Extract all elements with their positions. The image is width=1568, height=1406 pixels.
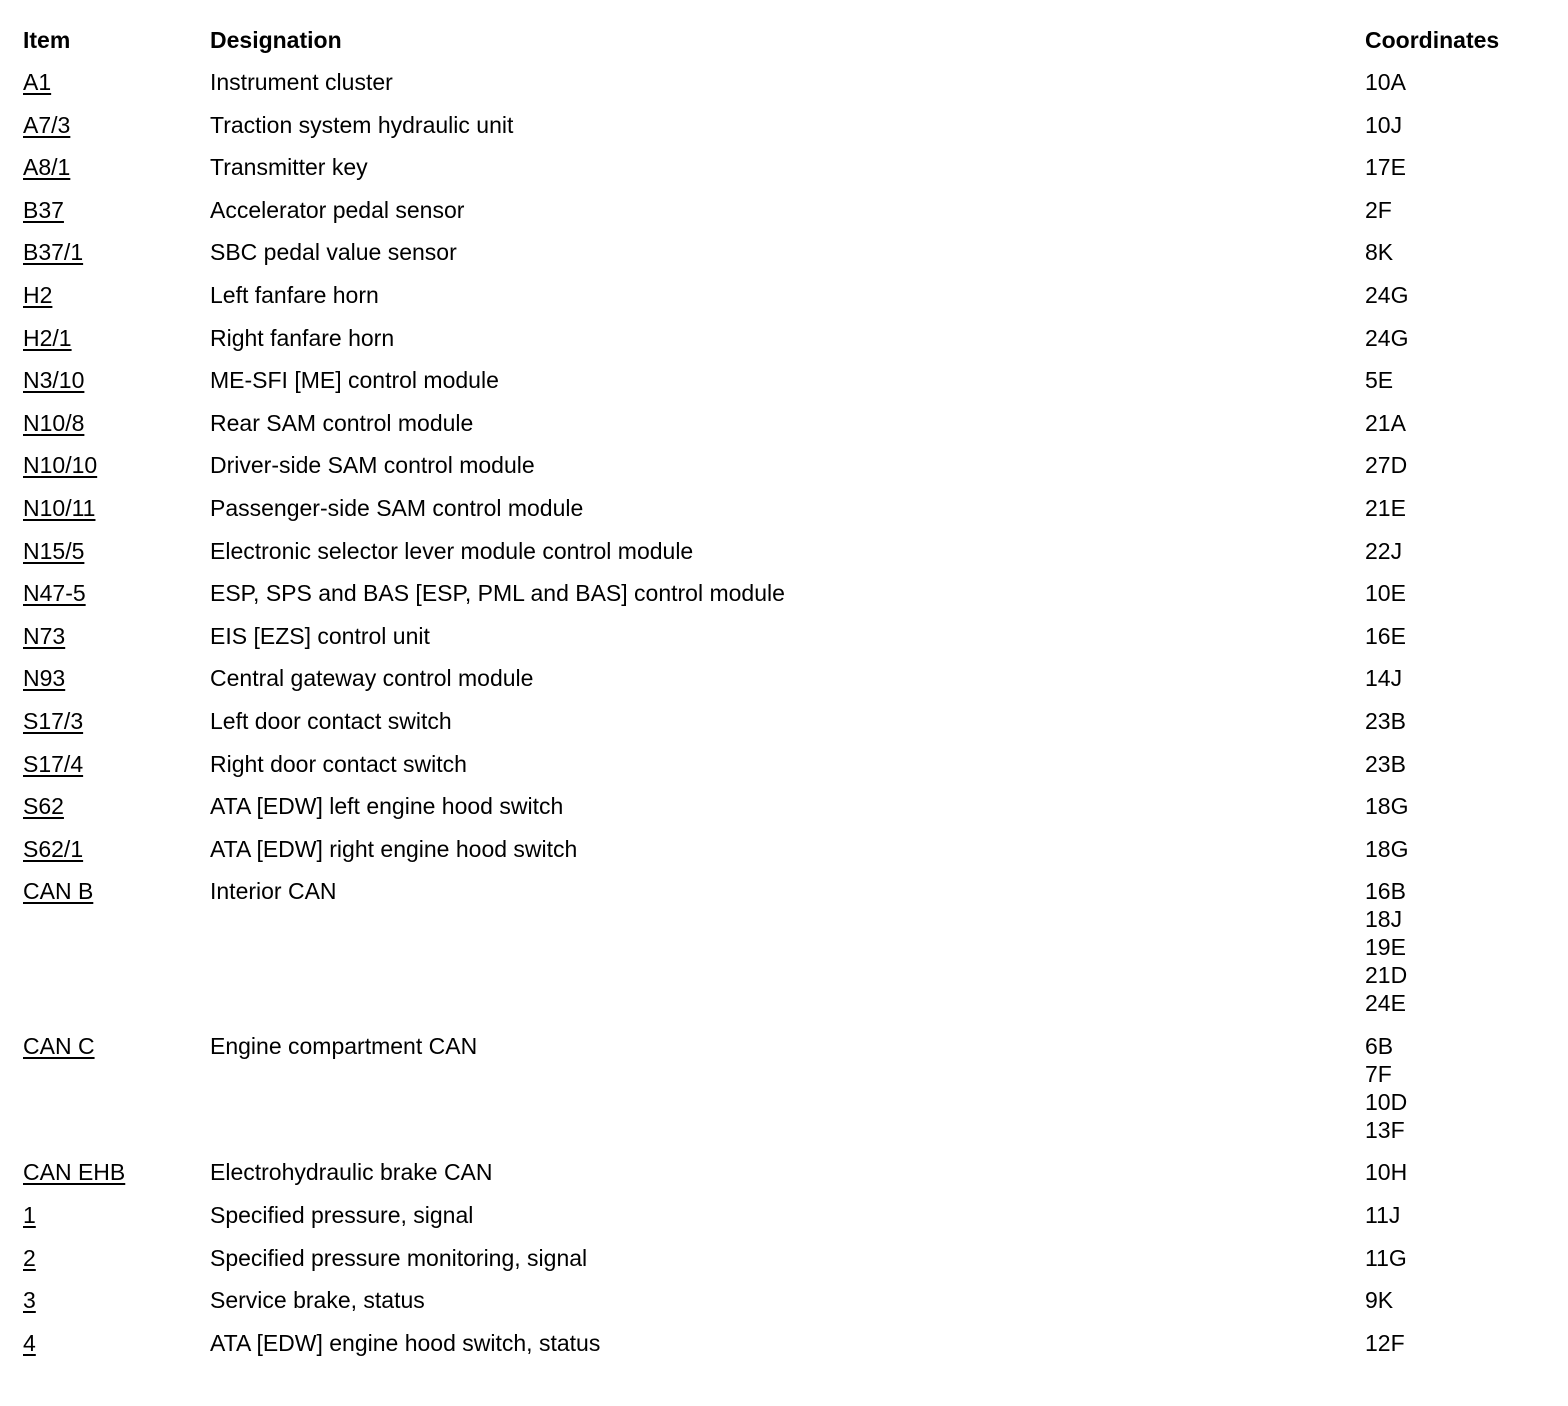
designation-cell: Left fanfare horn xyxy=(210,281,379,308)
item-link[interactable]: S62 xyxy=(23,793,64,820)
table-row xyxy=(23,622,1543,665)
table-row xyxy=(23,324,1543,367)
coordinates-cell xyxy=(1365,238,1543,281)
designation-column-header: Designation xyxy=(210,27,342,53)
designation-cell: Accelerator pedal sensor xyxy=(210,196,465,223)
coordinates-cell xyxy=(1365,750,1543,793)
coordinate-value: 10A xyxy=(1365,69,1406,95)
designation-cell: Instrument cluster xyxy=(210,69,393,95)
item-cell xyxy=(23,579,210,622)
item-link[interactable]: H2 xyxy=(23,281,53,308)
coordinate-value: 14J xyxy=(1365,665,1403,692)
coordinates-cell xyxy=(1365,877,1543,1032)
table-row xyxy=(23,792,1543,835)
table-row xyxy=(23,366,1543,409)
table-row xyxy=(23,238,1543,281)
item-cell xyxy=(23,1244,210,1287)
item-cell xyxy=(23,750,210,793)
table-row xyxy=(23,1201,1543,1244)
item-link[interactable]: H2/1 xyxy=(23,324,72,351)
item-link[interactable]: S17/4 xyxy=(23,750,84,777)
designation-cell: Left door contact switch xyxy=(210,707,452,734)
coordinates-cell xyxy=(1365,835,1543,878)
coordinate-value: 18G xyxy=(1365,793,1409,820)
table-row xyxy=(23,1329,1543,1372)
item-cell xyxy=(23,664,210,707)
item-link[interactable]: N10/8 xyxy=(23,409,85,436)
coordinate-value: 12F xyxy=(1365,1329,1405,1356)
item-cell xyxy=(23,1032,210,1159)
item-link[interactable]: B37 xyxy=(23,196,64,223)
coordinate-value: 24G xyxy=(1365,324,1409,351)
item-cell xyxy=(23,835,210,878)
coordinates-cell xyxy=(1365,707,1543,750)
designation-cell: Central gateway control module xyxy=(210,665,534,692)
coordinate-value: 13F xyxy=(1365,1116,1405,1143)
designation-cell: Electrohydraulic brake CAN xyxy=(210,1159,493,1186)
designation-cell: ATA [EDW] engine hood switch, status xyxy=(210,1329,601,1356)
item-cell xyxy=(23,1286,210,1329)
item-cell xyxy=(23,281,210,324)
item-link[interactable]: N47-5 xyxy=(23,580,86,607)
table-row xyxy=(23,537,1543,580)
table-row xyxy=(23,451,1543,494)
designation-cell: Specified pressure, signal xyxy=(210,1202,474,1229)
coordinates-cell xyxy=(1365,1032,1543,1159)
item-link[interactable]: N10/10 xyxy=(23,452,98,479)
item-cell xyxy=(23,366,210,409)
designation-cell: Rear SAM control module xyxy=(210,409,474,436)
coordinate-value: 23B xyxy=(1365,707,1406,734)
item-link[interactable]: N10/11 xyxy=(23,494,96,521)
coordinate-value: 19E xyxy=(1365,934,1406,961)
coordinates-cell xyxy=(1365,664,1543,707)
coordinate-value: 23B xyxy=(1365,750,1406,777)
coordinate-value: 16E xyxy=(1365,622,1406,649)
item-link[interactable]: N93 xyxy=(23,665,66,692)
item-link[interactable]: CAN B xyxy=(23,878,94,905)
item-link[interactable]: 3 xyxy=(23,1287,36,1314)
item-cell xyxy=(23,409,210,452)
item-cell xyxy=(23,1329,210,1372)
table-row xyxy=(23,877,1543,1032)
item-cell xyxy=(23,153,210,196)
coordinates-cell xyxy=(1365,622,1543,665)
coordinate-value: 8K xyxy=(1365,239,1394,266)
item-link[interactable]: B37/1 xyxy=(23,239,84,266)
coordinates-cell xyxy=(1365,494,1543,537)
coordinates-cell xyxy=(1365,1201,1543,1244)
table-row xyxy=(23,835,1543,878)
designation-cell: SBC pedal value sensor xyxy=(210,239,457,266)
designation-cell: Right door contact switch xyxy=(210,750,467,777)
designation-cell: ATA [EDW] left engine hood switch xyxy=(210,793,564,820)
coordinate-value: 18J xyxy=(1365,906,1403,933)
table-body xyxy=(23,68,1543,1371)
table-row xyxy=(23,409,1543,452)
coordinates-cell xyxy=(1365,111,1543,154)
item-link[interactable]: S17/3 xyxy=(23,707,84,734)
item-cell xyxy=(23,1201,210,1244)
table-row xyxy=(23,664,1543,707)
coordinates-cell xyxy=(1365,1158,1543,1201)
coordinate-value: 10D xyxy=(1365,1088,1408,1115)
coordinate-value: 22J xyxy=(1365,537,1403,564)
designation-cell: ATA [EDW] right engine hood switch xyxy=(210,835,578,862)
item-cell xyxy=(23,877,210,1032)
item-link[interactable]: 1 xyxy=(23,1202,36,1229)
item-cell xyxy=(23,196,210,239)
coordinate-value: 6B xyxy=(1365,1032,1394,1059)
coordinates-cell xyxy=(1365,1286,1543,1329)
item-link[interactable]: A7/3 xyxy=(23,111,71,138)
designation-cell: Right fanfare horn xyxy=(210,324,395,351)
item-cell xyxy=(23,451,210,494)
designation-cell: ME-SFI [ME] control module xyxy=(210,367,499,394)
item-cell xyxy=(23,792,210,835)
item-link[interactable]: N73 xyxy=(23,622,66,649)
table-row xyxy=(23,1032,1543,1159)
item-link[interactable]: A1 xyxy=(23,69,52,95)
item-cell xyxy=(23,111,210,154)
designation-cell: Passenger-side SAM control module xyxy=(210,494,584,521)
coordinate-value: 21D xyxy=(1365,962,1408,989)
item-cell xyxy=(23,68,210,111)
coordinate-value: 21E xyxy=(1365,494,1406,521)
coordinate-value: 27D xyxy=(1365,452,1408,479)
coordinate-value: 7F xyxy=(1365,1060,1392,1087)
coordinates-cell xyxy=(1365,451,1543,494)
coordinates-cell xyxy=(1365,537,1543,580)
coordinate-value: 10J xyxy=(1365,111,1403,138)
coordinates-cell xyxy=(1365,281,1543,324)
item-link[interactable]: S62/1 xyxy=(23,835,84,862)
coordinate-value: 2F xyxy=(1365,196,1392,223)
item-cell xyxy=(23,1158,210,1201)
designation-cell: Service brake, status xyxy=(210,1287,425,1314)
item-cell xyxy=(23,622,210,665)
item-link[interactable]: A8/1 xyxy=(23,154,71,181)
item-link[interactable]: N3/10 xyxy=(23,367,85,394)
coordinates-cell xyxy=(1365,68,1543,111)
table-row xyxy=(23,1286,1543,1329)
table-row xyxy=(23,579,1543,622)
item-cell xyxy=(23,537,210,580)
designation-cell: Specified pressure monitoring, signal xyxy=(210,1244,588,1271)
designation-cell: Electronic selector lever module control module xyxy=(210,537,694,564)
table-row xyxy=(23,707,1543,750)
designation-cell: Traction system hydraulic unit xyxy=(210,111,514,138)
coordinates-cell xyxy=(1365,579,1543,622)
designation-cell: ESP, SPS and BAS [ESP, PML and BAS] control module xyxy=(210,580,785,607)
coordinates-cell xyxy=(1365,324,1543,367)
item-link[interactable]: 4 xyxy=(23,1329,36,1356)
coordinates-cell xyxy=(1365,792,1543,835)
item-link[interactable]: 2 xyxy=(23,1244,36,1271)
coordinate-value: 17E xyxy=(1365,154,1406,181)
table-row xyxy=(23,111,1543,154)
table-row xyxy=(23,153,1543,196)
coordinate-value: 18G xyxy=(1365,835,1409,862)
header-row xyxy=(23,26,1543,68)
coordinates-cell xyxy=(1365,1329,1543,1372)
item-cell xyxy=(23,324,210,367)
item-cell xyxy=(23,494,210,537)
coordinate-value: 24E xyxy=(1365,990,1406,1017)
item-cell xyxy=(23,238,210,281)
coordinate-value: 21A xyxy=(1365,409,1406,436)
coordinate-value: 5E xyxy=(1365,367,1394,394)
coordinate-value: 11G xyxy=(1365,1244,1407,1271)
table-row xyxy=(23,494,1543,537)
coordinates-column-header: Coordinates xyxy=(1365,27,1500,53)
coordinate-value: 16B xyxy=(1365,878,1406,905)
coordinate-value: 10E xyxy=(1365,580,1406,607)
coordinates-cell xyxy=(1365,196,1543,239)
designation-cell: Driver-side SAM control module xyxy=(210,452,535,479)
table-row xyxy=(23,196,1543,239)
item-link[interactable]: CAN C xyxy=(23,1032,95,1059)
table-row xyxy=(23,1158,1543,1201)
coordinate-value: 9K xyxy=(1365,1287,1394,1314)
designation-cell: Engine compartment CAN xyxy=(210,1032,478,1059)
table-row xyxy=(23,68,1543,111)
designation-cell: Transmitter key xyxy=(210,154,368,181)
table-header xyxy=(23,26,1543,68)
coordinate-value: 10H xyxy=(1365,1159,1408,1186)
coordinates-cell xyxy=(1365,409,1543,452)
table-row xyxy=(23,1244,1543,1287)
coordinates-cell xyxy=(1365,366,1543,409)
component-legend-table xyxy=(23,26,1543,1371)
coordinates-cell xyxy=(1365,1244,1543,1287)
table-row xyxy=(23,281,1543,324)
designation-cell: Interior CAN xyxy=(210,878,337,905)
coordinates-cell xyxy=(1365,153,1543,196)
coordinate-value: 11J xyxy=(1365,1202,1401,1229)
table-row xyxy=(23,750,1543,793)
item-link[interactable]: N15/5 xyxy=(23,537,85,564)
designation-cell: EIS [EZS] control unit xyxy=(210,622,430,649)
coordinate-value: 24G xyxy=(1365,281,1409,308)
item-cell xyxy=(23,707,210,750)
item-link[interactable]: CAN EHB xyxy=(23,1159,126,1186)
item-column-header: Item xyxy=(23,27,71,53)
